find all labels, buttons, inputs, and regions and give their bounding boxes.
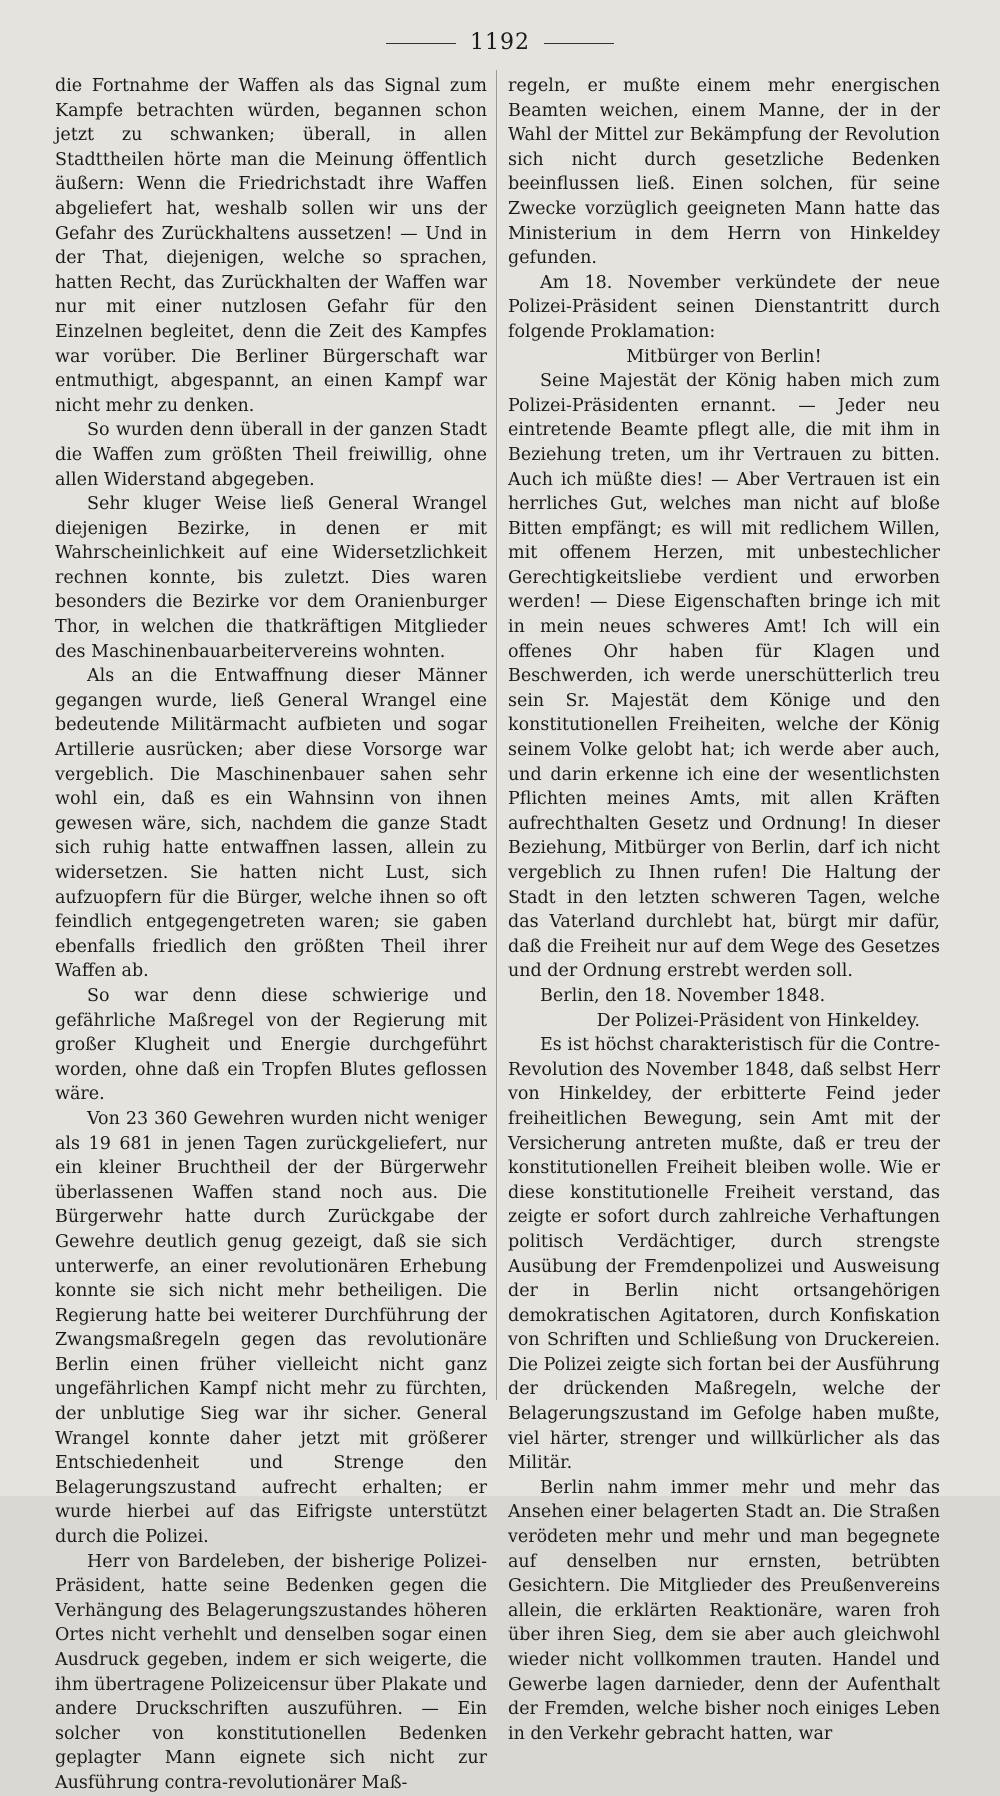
header-rule-left <box>386 43 456 44</box>
left-column <box>55 74 487 1796</box>
paragraph: Von 23 360 Gewehren wurden nicht weniger als 19 681 in jenen Tagen zurückgeliefert, nur ein kleiner Bruchtheil der der Bürgerwehr überlassenen Waffen stand noch aus. Die Bürgerwehr hatte durch Zurückgabe der Gewehre deutlich genug gezeigt, daß sie sich unterwerfe, an einer revolutionären Erhebung konnte sie sich nicht mehr betheiligen. Die Regierung hatte bei weiterer Durchführung der Zwangsmaßregeln gegen das revolutionäre Berlin einen früher vielleicht nicht ganz ungefährlichen Kampf nicht mehr zu fürchten, der unblutige Sieg war ihr sicher. General Wrangel konnte daher jetzt mit größerer Entschiedenheit und Strenge den Belagerungszustand aufrecht erhalten; er wurde hierbei auf das Eifrigste unterstützt durch die Polizei. <box>55 1108 487 1548</box>
paragraph: So war denn diese schwierige und gefährliche Maßregel von der Regierung mit großer Klugheit und Energie durchgeführt worden, ohne daß ein Tropfen Blutes geflossen wäre. <box>55 985 487 1105</box>
paragraph: Herr von Bardeleben, der bisherige Polizei-Präsident, hatte seine Bedenken gegen die Verhängung des Belagerungszustandes höheren Ortes nicht verhehlt und denselben sogar einen Ausdruck gegeben, indem er sich weigerte, die ihm übertragene Polizeicensur über Plakate und andere Druckschriften auszuführen. — Ein solcher von konstitutionellen Bedenken geplagter Mann eignete sich nicht zur Ausführung contra-revolutionärer Maß- <box>55 1551 487 1793</box>
paragraph: Berlin nahm immer mehr und mehr das Ansehen einer belagerten Stadt an. Die Straßen verödeten mehr und mehr und man begegnete auf denselben nur ernsten, betrübten Gesichtern. Die Mitglieder des Preußenvereins allein, die erklärten Reaktionäre, waren froh über ihren Sieg, dem sie aber auch gleichwohl wieder nicht vollkommen trauten. Handel und Gewerbe lagen darnieder, denn der Aufenthalt der Fremden, welche bisher noch einiges Leben in den Verkehr gebracht hatten, war <box>508 1477 940 1744</box>
dateline: Berlin, den 18. November 1848. <box>540 985 826 1006</box>
paragraph: die Fortnahme der Waffen als das Signal zum Kampfe betrachten würden, begannen schon jetzt zu schwanken; überall, in allen Stadttheilen hörte man die Meinung öffentlich äußern: Wenn die Friedrichstadt ihre Waffen abgeliefert hat, weshalb sollen wir uns der Gefahr des Zurückhaltens aussetzen! — Und in der That, diejenigen, welche so sprachen, hatten Recht, das Zurückhalten der Waffen war nur mit einer nutzlosen Gefahr für den Einzelnen begleitet, denn die Zeit des Kampfes war vorüber. Die Berliner Bürgerschaft war entmuthigt, abgespannt, an einen Kampf war nicht mehr zu denken. <box>55 76 487 416</box>
page-header <box>0 30 1000 55</box>
header-rule-right <box>544 43 614 44</box>
page-number: 1192 <box>470 30 530 55</box>
paragraph: So wurden denn überall in der ganzen Stadt die Waffen zum größten Theil freiwillig, ohne allen Widerstand abgegeben. <box>55 420 487 490</box>
proclamation-text: Seine Majestät der König haben mich zum Polizei-Präsidenten ernannt. — Jeder neu eintretende Beamte pflegt alle, die mit ihm in Beziehung treten, um ihr Vertrauen zu bitten. Auch ich müßte dies! — Aber Vertrauen ist ein herrliches Gut, welches man nicht auf bloße Bitten empfängt; es will mit redlichem Willen, mit offenem Herzen, mit unbestechlicher Gerechtigkeitsliebe verdient und erworben werden! — Diese Eigenschaften bringe ich mit in mein neues schweres Amt! Ich will ein offenes Ohr haben für Klagen und Beschwerden, ich werde unerschütterlich treu sein Sr. Majestät dem Könige und den konstitutionellen Freiheiten, welche der König seinem Volke gelobt hat; ich werde aber auch, und darin erkenne ich eine der wesentlichsten Pflichten meines Amts, mit allen Kräften aufrechthalten Gesetz und Ordnung! In dieser Beziehung, Mitbürger von Berlin, darf ich nicht vergeblich zu Ihnen rufen! Die Haltung der Stadt in den letzten schweren Tagen, welche das Vaterland durchlebt hat, bürgt mir dafür, daß die Freiheit nur auf dem Wege des Gesetzes und der Ordnung erstrebt werden soll. <box>508 371 940 982</box>
column-divider <box>496 70 497 1400</box>
paragraph: Am 18. November verkündete der neue Polizei-Präsident seinen Dienstantritt durch folgende Proklamation: <box>508 272 940 342</box>
paragraph: Als an die Entwaffnung dieser Männer gegangen wurde, ließ General Wrangel eine bedeutende Militärmacht aufbieten und sogar Artillerie ausrücken; aber diese Vorsorge war vergeblich. Die Maschinenbauer sahen sehr wohl ein, daß es ein Wahnsinn von ihnen gewesen wäre, sich, nachdem die ganze Stadt sich ruhig hatte entwaffnen lassen, allein zu widersetzen. Sie hatten nicht Lust, sich aufzuopfern für die Bürger, welche ihnen so oft feindlich entgegengetreten waren; sie gaben ebenfalls friedlich den größten Theil ihrer Waffen ab. <box>55 666 487 982</box>
paragraph: regeln, er mußte einem mehr energischen Beamten weichen, einem Manne, der in der Wahl der Mittel zur Bekämpfung der Revolution sich nicht durch gesetzliche Bedenken beeinflussen ließ. Einen solchen, für seine Zwecke vorzüglich geeigneten Mann hatte das Ministerium in dem Herrn von Hinkeldey gefunden. <box>508 76 940 269</box>
paragraph: Es ist höchst charakteristisch für die Contre-Revolution des November 1848, daß selbst Herr von Hinkeldey, der erbitterte Feind jeder freiheitlichen Bewegung, sein Amt mit der Versicherung antreten mußte, daß er treu der konstitutionellen Freiheit bleiben wolle. Wie er diese konstitutionelle Freiheit verstand, das zeigte er sofort durch zahlreiche Verhaftungen politisch Verdächtiger, durch strengste Ausübung der Fremdenpolizei und Ausweisung der in Berlin nicht ortsangehörigen demokratischen Agitatoren, durch Konfiskation von Schriften und Schließung von Druckereien. Die Polizei zeigte sich fortan bei der Ausführung der drückenden Maßregeln, welche der Belagerungszustand im Gefolge haben mußte, viel härter, strenger und willkürlicher als das Militär. <box>508 1035 940 1474</box>
proclamation-heading: Mitbürger von Berlin! <box>626 346 822 367</box>
paragraph: Sehr kluger Weise ließ General Wrangel diejenigen Bezirke, in denen er mit Wahrscheinlichkeit auf eine Widersetzlichkeit rechnen konnte, bis zuletzt. Dies waren besonders die Bezirke vor dem Oranienburger Thor, in welchen die thatkräftigen Mitglieder des Maschinenbauarbeitervereins wohnten. <box>55 494 487 662</box>
signature: Der Polizei-Präsident von Hinkeldey. <box>596 1010 920 1031</box>
